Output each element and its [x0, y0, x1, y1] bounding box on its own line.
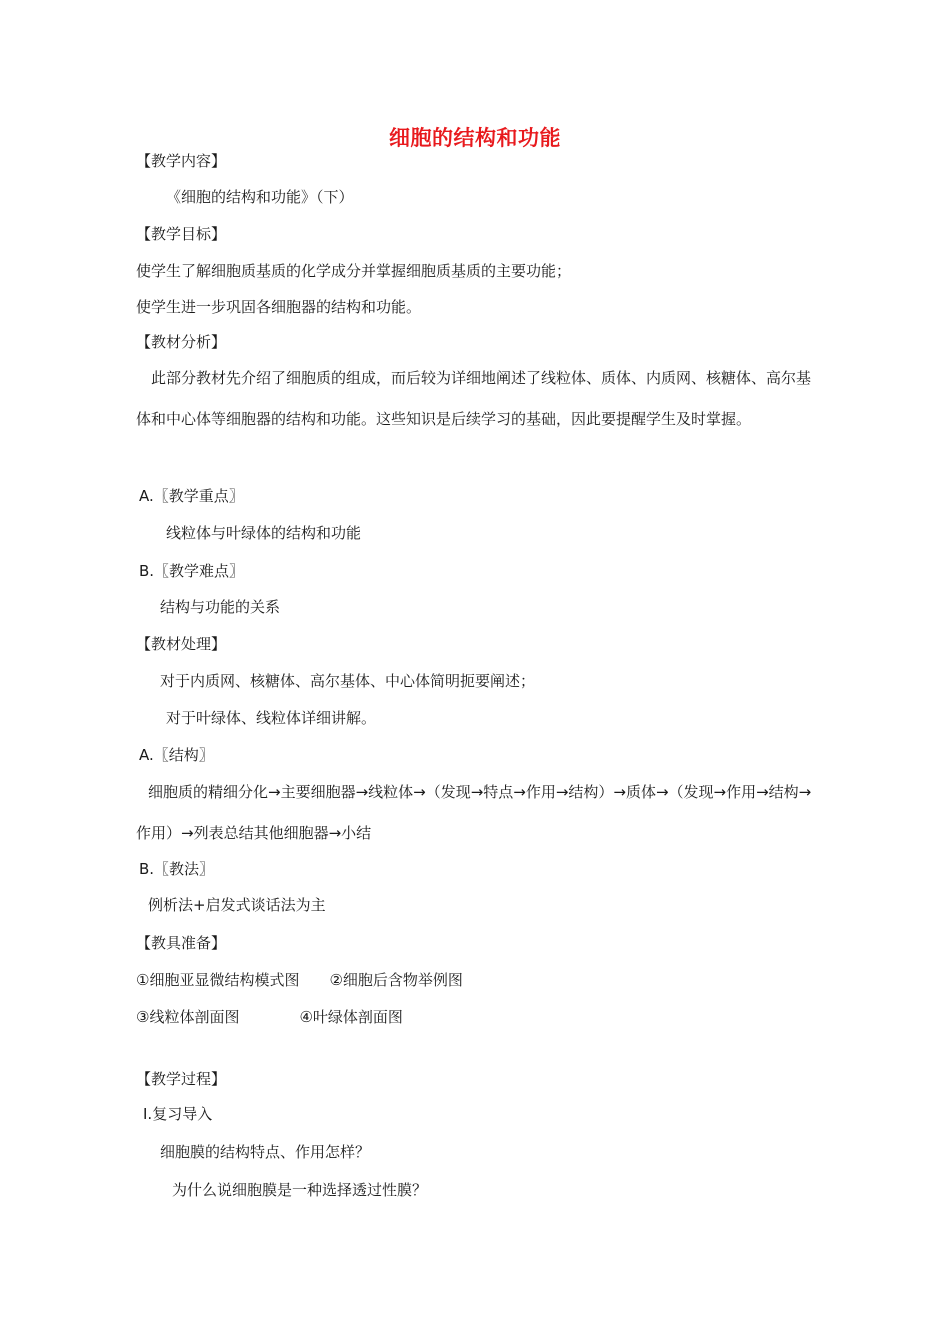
- structure-flow: 细胞质的精细分化→主要细胞器→线粒体→（发现→特点→作用→结构）→质体→（发现→作用→结构→作用）→列表总结其他细胞器→小结: [136, 783, 812, 842]
- review-question-2: 为什么说细胞膜是一种选择透过性膜？: [172, 1181, 428, 1199]
- processing-item-2: 对于叶绿体、线粒体详细讲解。: [166, 709, 377, 727]
- processing-heading: 【教材处理】: [136, 635, 227, 653]
- tool-item-1: ①细胞亚显微结构模式图: [136, 971, 300, 989]
- method-heading: B.〖教法〗: [139, 860, 215, 878]
- process-heading: 【教学过程】: [136, 1070, 227, 1088]
- document-title: 细胞的结构和功能: [389, 126, 561, 150]
- tool-item-2: ②细胞后含物举例图: [329, 971, 463, 989]
- processing-item-1: 对于内质网、核糖体、高尔基体、中心体简明扼要阐述；: [160, 672, 536, 690]
- method-text: 例析法+启发式谈话法为主: [148, 896, 326, 914]
- content-heading: 【教学内容】: [136, 152, 227, 170]
- structure-heading: A.〖结构〗: [139, 746, 214, 764]
- tools-row-1: [136, 970, 463, 990]
- review-question-1: 细胞膜的结构特点、作用怎样？: [160, 1143, 371, 1161]
- key-point-text: 线粒体与叶绿体的结构和功能: [166, 524, 362, 542]
- goal-heading: 【教学目标】: [136, 225, 227, 243]
- content-text: 《细胞的结构和功能》（下）: [166, 188, 354, 206]
- analysis-paragraph: 此部分教材先介绍了细胞质的组成，而后较为详细地阐述了线粒体、质体、内质网、核糖体、高尔基体和中心体等细胞器的结构和功能。这些知识是后续学习的基础，因此要提醒学生及时掌握。: [136, 369, 812, 428]
- goal-item-1: 使学生了解细胞质基质的化学成分并掌握细胞质基质的主要功能；: [136, 262, 572, 280]
- goal-item-2: 使学生进一步巩固各细胞器的结构和功能。: [136, 298, 422, 316]
- analysis-heading: 【教材分析】: [136, 333, 227, 351]
- tool-item-3: ③线粒体剖面图: [136, 1008, 240, 1026]
- tools-row-2: [136, 1007, 403, 1027]
- tools-heading: 【教具准备】: [136, 934, 227, 952]
- tool-item-4: ④叶绿体剖面图: [299, 1008, 403, 1026]
- difficulty-heading: B.〖教学难点〗: [139, 562, 245, 580]
- key-point-heading: A.〖教学重点〗: [139, 487, 244, 505]
- review-heading: Ⅰ.复习导入: [143, 1105, 213, 1123]
- difficulty-text: 结构与功能的关系: [160, 598, 281, 616]
